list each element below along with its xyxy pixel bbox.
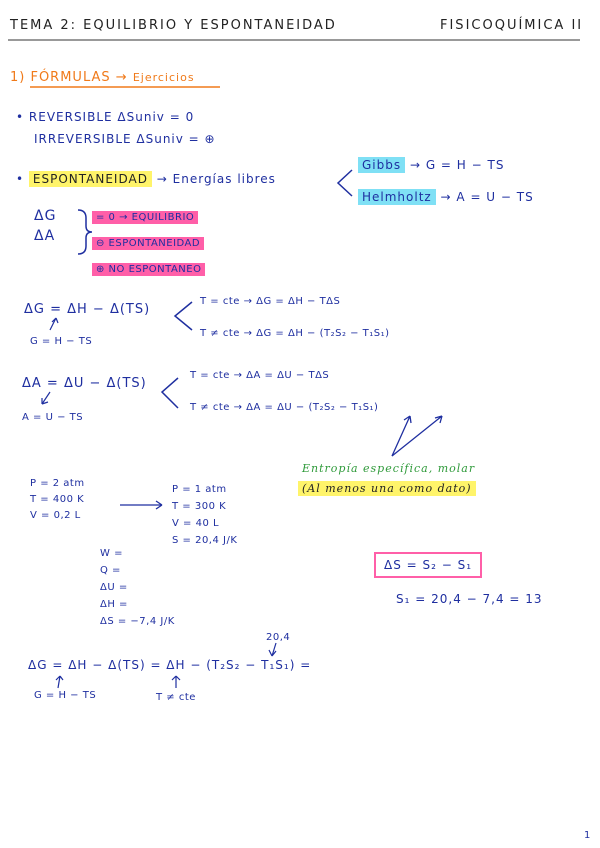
- brace-energies: [338, 170, 352, 196]
- arrow-final-2: [172, 676, 180, 688]
- criteria-dG: ΔG: [34, 208, 57, 224]
- gibbs-definition: G = H − TS: [30, 336, 93, 347]
- page-number: 1: [584, 830, 591, 841]
- arrow-entropy-2: [392, 416, 442, 456]
- helmholtz-label: Helmholtz: [358, 189, 436, 205]
- state2-p: P = 1 atm: [172, 484, 227, 495]
- unknown-w: W =: [100, 548, 123, 559]
- entropy-note-2: (Al menos una como dato): [298, 482, 476, 495]
- state1-p: P = 2 atm: [30, 478, 85, 489]
- s1-calculation: S₁ = 20,4 − 7,4 = 13: [396, 592, 543, 606]
- unknowns: [100, 548, 175, 627]
- gibbs-case-var: T ≠ cte → ΔG = ΔH − (T₂S₂ − T₁S₁): [200, 328, 390, 339]
- brace-helmholtz: [162, 378, 178, 408]
- heading-label: 1) FÓRMULAS: [10, 70, 111, 85]
- state1-v: V = 0,2 L: [30, 510, 81, 521]
- helmholtz-case-var: T ≠ cte → ΔA = ΔU − (T₂S₂ − T₁S₁): [190, 402, 379, 413]
- final-annotation: 20,4: [266, 632, 291, 643]
- entropy-note: Entropía específica, molar: [302, 462, 476, 475]
- state2-t: T = 300 K: [172, 501, 227, 512]
- gibbs-row: [358, 158, 504, 172]
- unknown-ds: ΔS = −7,4 J/K: [100, 616, 175, 627]
- gibbs-case-const: T = cte → ΔG = ΔH − TΔS: [200, 296, 341, 307]
- espontaneidad-line: • ESPONTANEIDAD → Energías libres: [16, 172, 276, 186]
- arrow-20-4: [269, 643, 276, 656]
- final-equation: ΔG = ΔH − Δ(TS) = ΔH − (T₂S₂ − T₁S₁) =: [28, 658, 312, 672]
- helmholtz-main-eq: ΔA = ΔU − Δ(TS): [22, 376, 147, 391]
- unknown-q: Q =: [100, 565, 121, 576]
- brace-gibbs: [175, 302, 192, 330]
- unknown-du: ΔU =: [100, 582, 128, 593]
- irreversible-line: IRREVERSIBLE ΔSuniv = ⊕: [34, 132, 216, 146]
- espontaneidad-label: ESPONTANEIDAD: [29, 171, 152, 187]
- helmholtz-case-const: T = cte → ΔA = ΔU − TΔS: [190, 370, 330, 381]
- criterion-espontaneidad: ⊖ ESPONTANEIDAD: [92, 238, 204, 249]
- helmholtz-eq: → A = U − TS: [440, 190, 534, 204]
- state1-t: T = 400 K: [30, 494, 85, 505]
- boxed-entropy-eq: ΔS = S₂ − S₁: [374, 552, 482, 578]
- criterion-no-espontaneo: ⊕ NO ESPONTANEO: [92, 264, 205, 275]
- subject-title: FISICOQUÍMICA II: [440, 18, 584, 33]
- gibbs-main-eq: ΔG = ΔH − Δ(TS): [24, 302, 151, 317]
- final-t-var: T ≠ cte: [156, 692, 196, 703]
- reversible-line: • REVERSIBLE ΔSuniv = 0: [16, 110, 195, 124]
- arrow-final-1: [56, 676, 63, 688]
- energias-libres: → Energías libres: [156, 172, 276, 186]
- criteria-dA: ΔA: [34, 228, 56, 244]
- criterion-equilibrio: = 0 → EQUILIBRIO: [92, 212, 198, 223]
- gibbs-eq: → G = H − TS: [409, 158, 505, 172]
- state-1: [30, 478, 85, 521]
- state-2: [172, 484, 237, 546]
- arrow-process: [120, 501, 162, 509]
- bracket-criteria: [78, 210, 92, 254]
- page-title: TEMA 2: EQUILIBRIO Y ESPONTANEIDAD: [10, 18, 337, 33]
- arrow-helmholtz-def: [42, 392, 50, 404]
- unknown-dh: ΔH =: [100, 599, 128, 610]
- arrow-entropy-1: [392, 416, 411, 456]
- heading-sub: Ejercicios: [132, 71, 195, 84]
- helmholtz-row: [358, 190, 534, 204]
- section-heading: [10, 70, 195, 85]
- helmholtz-definition: A = U − TS: [22, 412, 84, 423]
- arrow-gibbs-def: [50, 318, 58, 330]
- final-gibbs-def: G = H − TS: [34, 690, 97, 701]
- state2-s: S = 20,4 J/K: [172, 535, 238, 546]
- state2-v: V = 40 L: [172, 518, 220, 529]
- heading-arrow: →: [115, 70, 128, 85]
- gibbs-label: Gibbs: [358, 157, 405, 173]
